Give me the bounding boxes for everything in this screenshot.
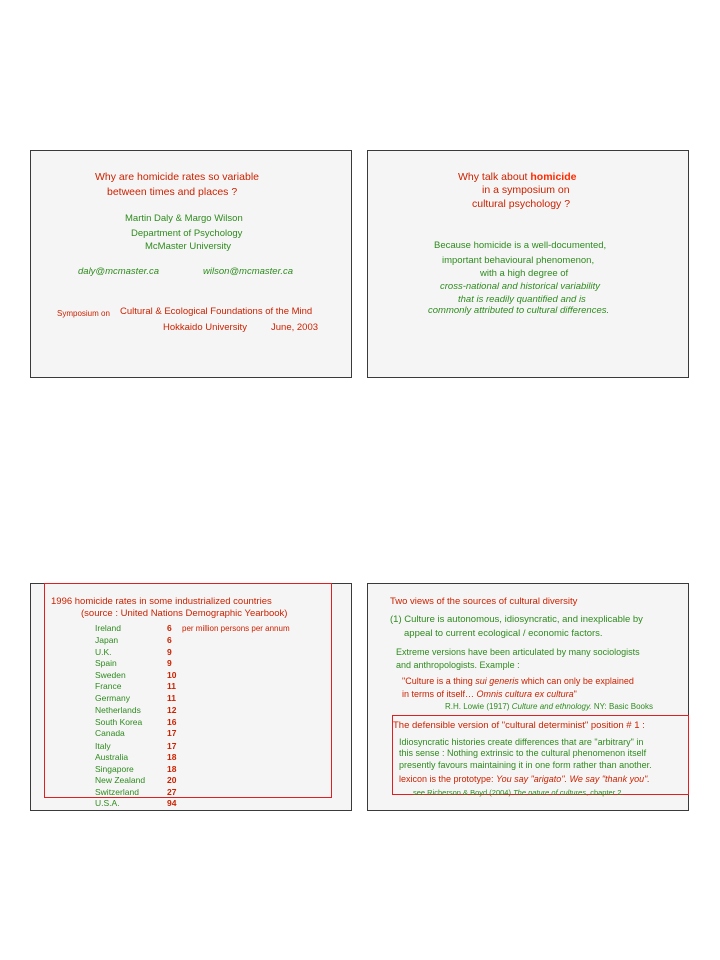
see-text: see Richerson & Boyd (2004): [413, 788, 511, 797]
slide2-title-prefix: Why talk about: [458, 171, 528, 183]
homicide-rate: 6: [167, 635, 172, 645]
slide-homicide-rates: [30, 583, 352, 811]
slide2-body-line1: Because homicide is a well-documented,: [434, 240, 607, 251]
lexicon-example: You say "arigato". We say "thank you".: [496, 774, 650, 784]
slide1-email-wilson: wilson@mcmaster.ca: [203, 266, 294, 277]
slide4-citation: [445, 702, 653, 711]
slide2-body-line5: that is readily quantified and is: [458, 294, 586, 305]
slide4-defensible-title: The defensible version of "cultural determinist" position # 1 :: [393, 720, 645, 731]
slide-why-homicide: [367, 150, 689, 378]
country-name: Italy: [95, 741, 111, 751]
quote-text: "Culture is a thing: [402, 676, 473, 686]
country-name: South Korea: [95, 717, 143, 727]
country-name: Switzerland: [95, 787, 139, 797]
slide1-department: Department of Psychology: [131, 228, 243, 239]
country-name: Netherlands: [95, 705, 141, 715]
homicide-rate: 11: [167, 693, 176, 703]
country-name: New Zealand: [95, 775, 146, 785]
slide2-body-line4: cross-national and historical variability: [440, 281, 600, 292]
slide4-lexicon-line: [399, 774, 650, 784]
country-name: Canada: [95, 728, 125, 738]
slide2-title-highlight: homicide: [530, 171, 577, 183]
country-name: U.K.: [95, 647, 112, 657]
homicide-rate: 17: [167, 741, 177, 751]
homicide-rate: 94: [167, 798, 177, 808]
slide4-extreme-line1: Extreme versions have been articulated by many sociologists: [396, 647, 640, 657]
homicide-rate: 20: [167, 775, 177, 785]
quote-latin: Omnis cultura ex cultura: [476, 689, 574, 699]
quote-text: which can only be explained: [521, 676, 634, 686]
homicide-rate: 17: [167, 728, 177, 738]
slide3-source: (source : United Nations Demographic Yearbook): [81, 608, 288, 619]
country-name: Germany: [95, 693, 130, 703]
slide3-title: 1996 homicide rates in some industrialized countries: [51, 596, 272, 607]
country-name: France: [95, 681, 122, 691]
slide4-title: Two views of the sources of cultural diversity: [390, 596, 578, 607]
slide-cultural-diversity: [367, 583, 689, 811]
homicide-rate: 12: [167, 705, 177, 715]
slide2-body-line3: with a high degree of: [480, 268, 569, 279]
homicide-rate: 11: [167, 681, 176, 691]
homicide-rate: 9: [167, 658, 172, 668]
slide4-quote-line2: [402, 689, 577, 699]
country-name: Sweden: [95, 670, 126, 680]
slide2-title-line1: [458, 171, 576, 183]
slide4-quote-line1: [402, 676, 634, 686]
slide1-title-line1: Why are homicide rates so variable: [95, 171, 259, 183]
lexicon-text: lexicon is the prototype:: [399, 774, 494, 784]
citation-publisher: NY: Basic Books: [593, 702, 653, 711]
see-title: The nature of cultures: [513, 788, 587, 797]
quote-close: ": [573, 689, 577, 699]
citation-author: R.H. Lowie (1917): [445, 702, 510, 711]
slide1-authors: Martin Daly & Margo Wilson: [125, 213, 243, 224]
slide2-title-line2: in a symposium on: [482, 184, 570, 196]
slide1-university: McMaster University: [145, 241, 232, 252]
country-name: Spain: [95, 658, 117, 668]
quote-latin: sui generis: [475, 676, 519, 686]
slide3-unit-note: per million persons per annum: [182, 624, 290, 633]
slide4-see-line: [413, 789, 624, 798]
slide1-venue: Hokkaido University: [163, 322, 247, 333]
homicide-rate: 18: [167, 764, 177, 774]
slide4-view1-line1: (1) Culture is autonomous, idiosyncratic, and inexplicable by: [390, 614, 643, 625]
slide4-def-line1: Idiosyncratic histories create differences that are "arbitrary" in: [399, 737, 644, 747]
country-name: Singapore: [95, 764, 134, 774]
slide-title: [30, 150, 352, 378]
slide2-body-line6: commonly attributed to cultural differences.: [428, 305, 610, 316]
homicide-rate: 6: [167, 623, 172, 633]
slide1-symposium-prefix: Symposium on: [57, 309, 110, 318]
slide4-view1-line2: appeal to current ecological / economic factors.: [404, 628, 603, 639]
country-name: Ireland: [95, 623, 121, 633]
slide2-title-line3: cultural psychology ?: [472, 198, 571, 210]
citation-title: Culture and ethnology.: [511, 702, 592, 711]
homicide-rate: 10: [167, 670, 177, 680]
country-name: Japan: [95, 635, 119, 645]
country-name: Australia: [95, 752, 129, 762]
slide2-body-line2: important behavioural phenomenon,: [442, 255, 595, 266]
slide1-date: June, 2003: [271, 322, 319, 333]
slide1-symposium-name: Cultural & Ecological Foundations of the Mind: [120, 306, 313, 317]
slide1-email-daly: daly@mcmaster.ca: [78, 266, 160, 277]
slide1-title-line2: between times and places ?: [107, 186, 238, 198]
homicide-rate: 18: [167, 752, 177, 762]
homicide-rate: 9: [167, 647, 172, 657]
slide4-extreme-line2: and anthropologists. Example :: [396, 660, 520, 670]
homicide-rate: 16: [167, 717, 177, 727]
see-chapter: , chapter 2.: [586, 788, 624, 797]
slide4-def-line2: this sense : Nothing extrinsic to the cultural phenomenon itself: [399, 748, 647, 758]
country-name: U.S.A.: [95, 798, 120, 808]
quote-text: in terms of itself…: [402, 689, 475, 699]
slide4-def-line3: presently favours maintaining it in one form rather than another.: [399, 760, 652, 770]
homicide-rate: 27: [167, 787, 177, 797]
